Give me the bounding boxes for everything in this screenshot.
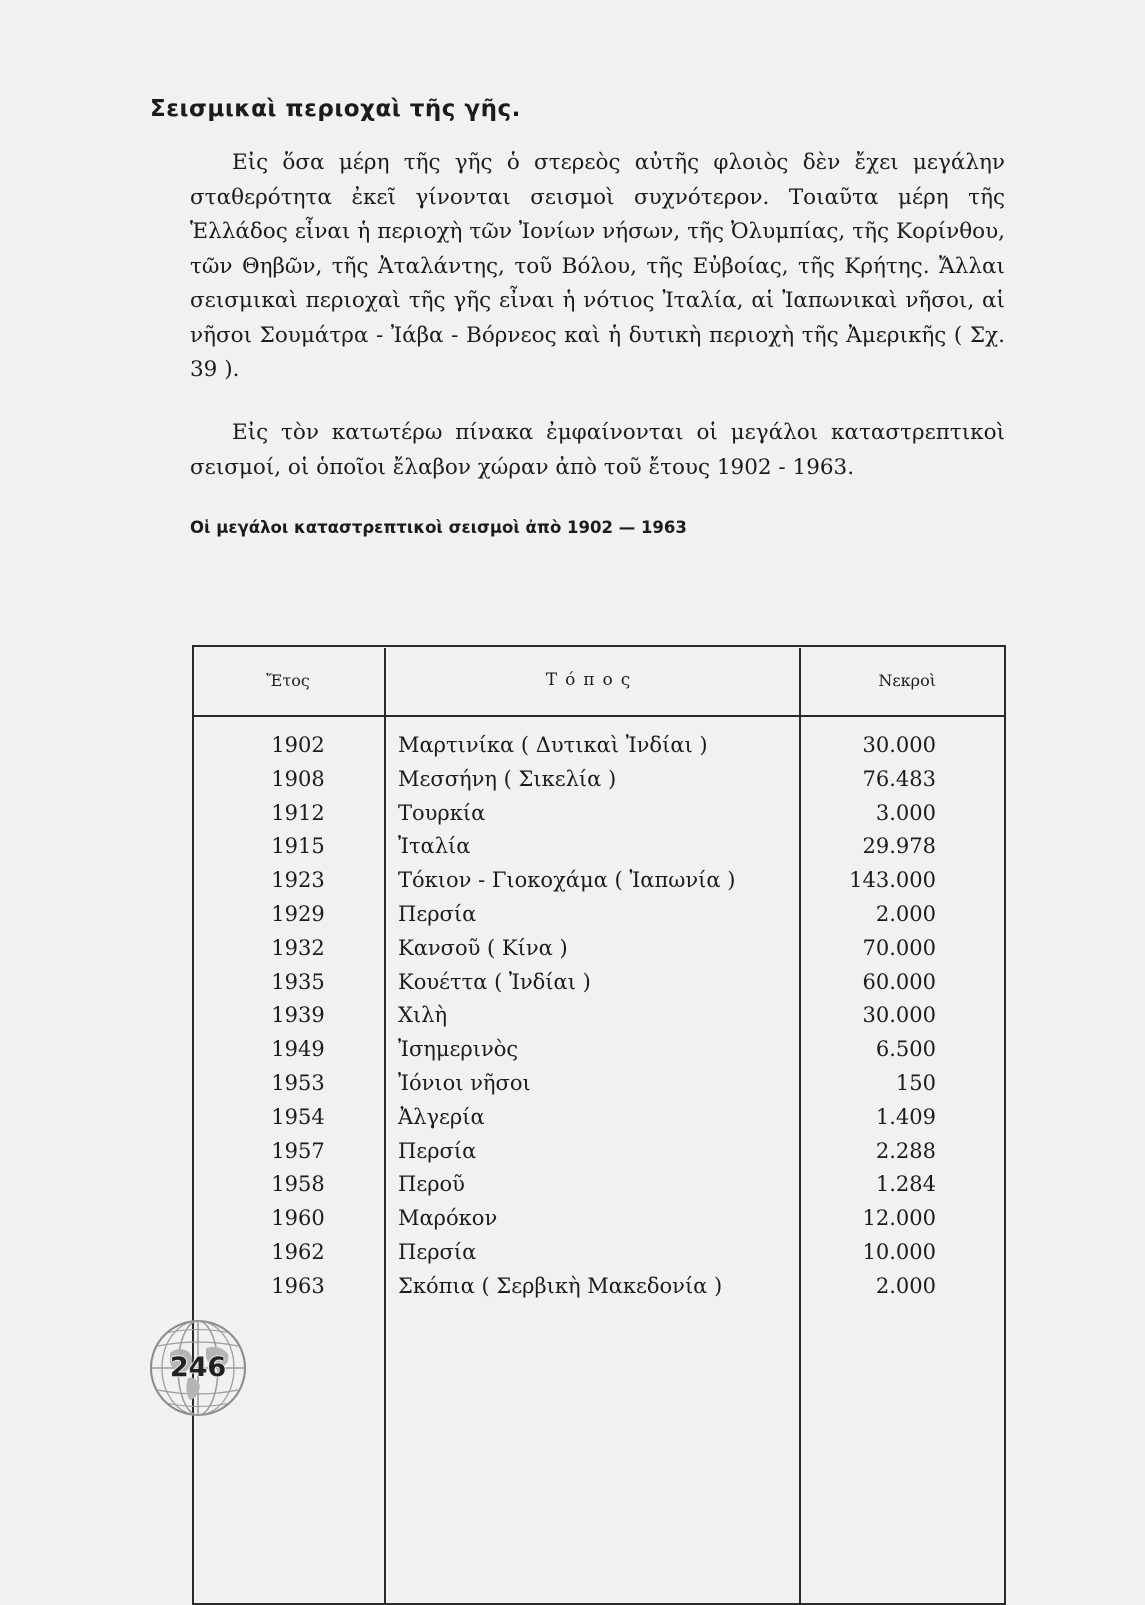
cell-deaths: 29.978 xyxy=(862,834,936,859)
cell-year: 1912 xyxy=(271,800,325,825)
cell-place: Κουέττα ( Ἰνδίαι ) xyxy=(398,969,591,994)
cell-year: 1954 xyxy=(271,1104,325,1129)
cell-deaths: 76.483 xyxy=(862,766,936,791)
cell-deaths: 2.000 xyxy=(875,901,936,926)
cell-deaths: 2.288 xyxy=(875,1138,936,1163)
cell-place: Τουρκία xyxy=(398,800,486,825)
cell-year: 1929 xyxy=(271,901,325,926)
cell-year: 1953 xyxy=(271,1070,325,1095)
paragraph-seismic-regions: Εἰς ὅσα μέρη τῆς γῆς ὁ στερεὸς αὐτῆς φλοιὸς δὲν ἔχει μεγάλην σταθερότητα ἐκεῖ γίνονται σεισμοὶ συχνότερον. Τοιαῦτα μέρη τῆς Ἑλλάδος εἶναι ἡ περιοχὴ τῶν Ἰονίων νήσων, τῆς Ὀλυμπίας, τῆς Κορίνθου, τῶν Θηβῶν, τῆς Ἀταλάντης, τοῦ Βόλου, τῆς Εὐβοίας, τῆς Κρήτης. Ἄλλαι σεισμικαὶ περιοχαὶ τῆς γῆς εἶναι ἡ νότιος Ἰταλία, αἱ Ἰαπωνικαὶ νῆσοι, αἱ νῆσοι Σουμάτρα - Ἰάβα - Βόρνεος καὶ ἡ δυτικὴ περιοχὴ τῆς Ἀμερικῆς ( Σχ. 39 ). xyxy=(190,150,1005,382)
cell-year: 1915 xyxy=(271,834,325,859)
cell-place: Τόκιον - Γιοκοχάμα ( Ἰαπωνία ) xyxy=(398,868,736,893)
cell-deaths: 10.000 xyxy=(862,1239,936,1264)
cell-place: Ἰσημερινὸς xyxy=(398,1037,519,1062)
cell-place: Μαρόκον xyxy=(398,1206,498,1231)
cell-deaths: 60.000 xyxy=(862,969,936,994)
cell-deaths: 1.409 xyxy=(875,1104,936,1129)
column-divider xyxy=(384,648,386,1603)
paragraph-table-intro: Εἰς τὸν κατωτέρω πίνακα ἐμφαίνονται οἱ μεγάλοι καταστρεπτικοὶ σεισμοί, οἱ ὁποῖοι ἔλαβον χώραν ἀπὸ τοῦ ἔτους 1902 - 1963. xyxy=(190,420,1005,480)
cell-place: Ἰόνιοι νῆσοι xyxy=(398,1070,531,1095)
header-year: Ἔτος xyxy=(192,645,384,716)
header-place: Τόπος xyxy=(384,645,800,716)
cell-deaths: 1.284 xyxy=(875,1172,936,1197)
cell-deaths: 3.000 xyxy=(875,800,936,825)
cell-place: Ἀλγερία xyxy=(398,1104,485,1129)
cell-deaths: 70.000 xyxy=(862,935,936,960)
cell-place: Κανσοῦ ( Κίνα ) xyxy=(398,935,568,960)
earthquake-table-container xyxy=(192,645,1006,1603)
cell-year: 1949 xyxy=(271,1037,325,1062)
header-deaths: Νεκροὶ xyxy=(800,645,1006,716)
cell-year: 1923 xyxy=(271,868,325,893)
cell-year: 1902 xyxy=(271,733,325,757)
cell-deaths: 150 xyxy=(895,1070,936,1095)
column-divider xyxy=(799,648,801,1603)
cell-place: Χιλὴ xyxy=(398,1003,448,1028)
cell-place: Ἰταλία xyxy=(398,834,471,859)
cell-deaths: 143.000 xyxy=(849,868,936,893)
cell-place: Περοῦ xyxy=(398,1172,465,1197)
cell-place: Περσία xyxy=(398,1239,477,1264)
table-frame xyxy=(192,645,1006,1605)
cell-place: Περσία xyxy=(398,901,477,926)
cell-deaths: 30.000 xyxy=(862,1003,936,1028)
cell-year: 1960 xyxy=(271,1206,325,1231)
section-heading: Σεισμικαὶ περιοχαὶ τῆς γῆς. xyxy=(150,96,521,122)
table-caption: Οἱ μεγάλοι καταστρεπτικοὶ σεισμοὶ ἀπὸ 1902 — 1963 xyxy=(190,518,687,537)
cell-year: 1939 xyxy=(271,1003,325,1028)
cell-place: Σκόπια ( Σερβικὴ Μακεδονία ) xyxy=(398,1273,723,1298)
cell-place: Μαρτινίκα ( Δυτικαὶ Ἰνδίαι ) xyxy=(398,733,708,757)
cell-year: 1932 xyxy=(271,935,325,960)
cell-deaths: 30.000 xyxy=(862,733,936,757)
cell-year: 1962 xyxy=(271,1239,325,1264)
cell-year: 1963 xyxy=(271,1273,325,1298)
cell-year: 1935 xyxy=(271,969,325,994)
cell-year: 1957 xyxy=(271,1138,325,1163)
cell-year: 1908 xyxy=(271,766,325,791)
page-number: 246 xyxy=(169,1352,227,1383)
cell-place: Μεσσήνη ( Σικελία ) xyxy=(398,766,617,791)
cell-place: Περσία xyxy=(398,1138,477,1163)
cell-deaths: 2.000 xyxy=(875,1273,936,1298)
cell-year: 1958 xyxy=(271,1172,325,1197)
cell-deaths: 6.500 xyxy=(875,1037,936,1062)
cell-deaths: 12.000 xyxy=(862,1206,936,1231)
